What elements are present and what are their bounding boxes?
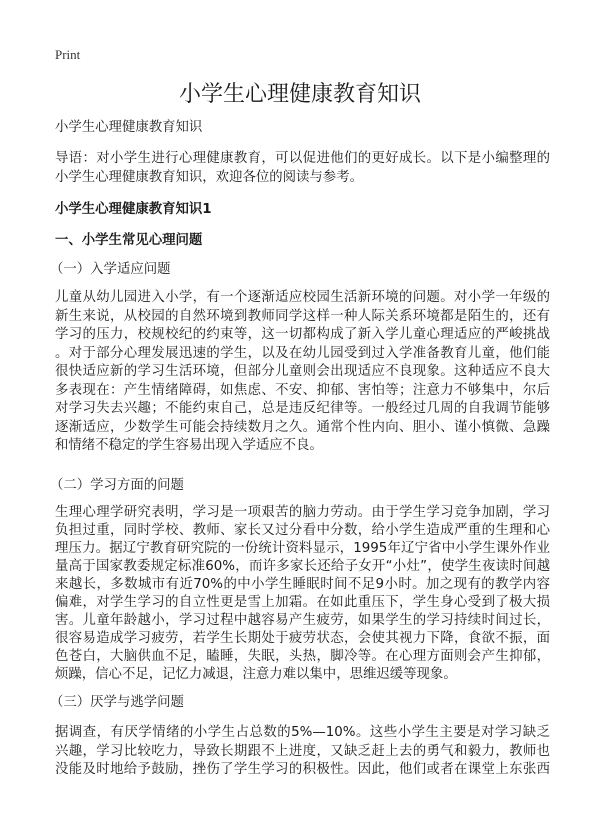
text-line: 新生来说，从校园的自然环境到教师同学这样一种人际关系环境都是陌生的，还有 — [55, 308, 550, 324]
text-line: 多表现在：产生情绪障碍，如焦虑、不安、抑郁、害怕等；注意力不够集中，尔后 — [55, 382, 550, 398]
text-line: 烦躁，信心不足，记忆力减退，注意力难以集中，思维迟缓等现象。 — [55, 667, 457, 682]
paragraph-adaptation — [55, 289, 550, 456]
text-line: 偏难，对学生学习的自立性更是雪上加霜。在如此重压下，学生身心受到了极大损 — [55, 595, 550, 610]
text-line: 儿童从幼儿园进入小学，有一个逐渐适应校园生活新环境的问题。对小学一年级的 — [55, 290, 550, 305]
section-title: 小学生心理健康教育知识1 — [55, 202, 212, 217]
text-line: 小学生心理健康教育知识，欢迎各位的阅读与参考。 — [55, 169, 363, 185]
text-line: 和情绪不稳定的学生容易出现入学适应不良。 — [55, 438, 323, 453]
paragraph-school-aversion — [55, 724, 550, 780]
text-line: 害。儿童年龄越小，学习过程中越容易产生疲劳，如果学生的学习持续时间过长， — [55, 613, 550, 628]
text-line: 很快适应新的学习生活环境，但部分儿童则会出现适应不良现象。这种适应不良大 — [55, 364, 550, 379]
text-line: 学习的压力，校规校纪的约束等，这一切都构成了新入学儿童心理适应的严峻挑战 — [55, 327, 550, 342]
document-subtitle: 小学生心理健康教育知识 — [55, 120, 203, 135]
text-line: 生理心理学研究表明，学习是一项艰苦的脑力劳动。由于学生学习竞争加剧，学习 — [55, 505, 550, 520]
paragraph-learning — [55, 504, 550, 684]
print-link[interactable]: Print — [55, 47, 81, 62]
text-line: 理压力。据辽宁教育研究院的一份统计资料显示，1995年辽宁省中小学生课外作业 — [55, 541, 550, 556]
text-line: 没能及时地给予鼓励，挫伤了学生学习的积极性。因此，他们或者在课堂上东张西 — [55, 762, 550, 777]
text-line: 。对于部分心理发展迅速的学生，以及在幼儿园受到过入学准备教育儿童，他们能 — [55, 345, 550, 361]
intro-paragraph — [55, 150, 550, 187]
text-line: 兴趣，学习比较吃力，导致长期跟不上进度，又缺乏赶上去的勇气和毅力，教师也 — [55, 743, 550, 759]
text-line: 逐渐适应，少数学生可能会持续数月之久。通常个性内向、胆小、谨小慎微、急躁 — [55, 419, 550, 435]
subheading-adaptation: （一）入学适应问题 — [50, 262, 171, 277]
text-line: 色苍白，大脑供血不足，瞌睡，失眠，头热，脚冷等。在心理方面则会产生抑郁， — [55, 649, 550, 664]
text-line: 负担过重，同时学校、教师、家长又过分看中分数，给小学生造成严重的生理和心 — [55, 523, 550, 538]
text-line: 导语：对小学生进行心理健康教育，可以促进他们的更好成长。以下是小编整理的 — [55, 151, 550, 166]
subheading-learning: （二）学习方面的问题 — [50, 478, 184, 493]
text-line: 据调查，有厌学情绪的小学生占总数的5%—10%。这些小学生主要是对学习缺乏 — [55, 725, 550, 740]
text-line: 对学习失去兴趣；不能约束自己，总是违反纪律等。一般经过几周的自我调节能够 — [55, 401, 550, 416]
text-line: 来越长，多数城市有近70%的中小学生睡眠时间不足9小时。加之现有的教学内容 — [55, 577, 550, 592]
text-line: 量高于国家教委规定标准60%，而许多家长还给子女开“小灶”，使学生夜读时间越 — [55, 559, 550, 574]
heading-common-problems: 一、小学生常见心理问题 — [55, 233, 203, 248]
subheading-school-aversion: （三）厌学与逃学问题 — [50, 695, 184, 710]
text-line: 很容易造成学习疲劳，若学生长期处于疲劳状态，会使其视力下降，食欲不振，面 — [55, 631, 550, 646]
document-title: 小学生心理健康教育知识 — [178, 82, 421, 107]
